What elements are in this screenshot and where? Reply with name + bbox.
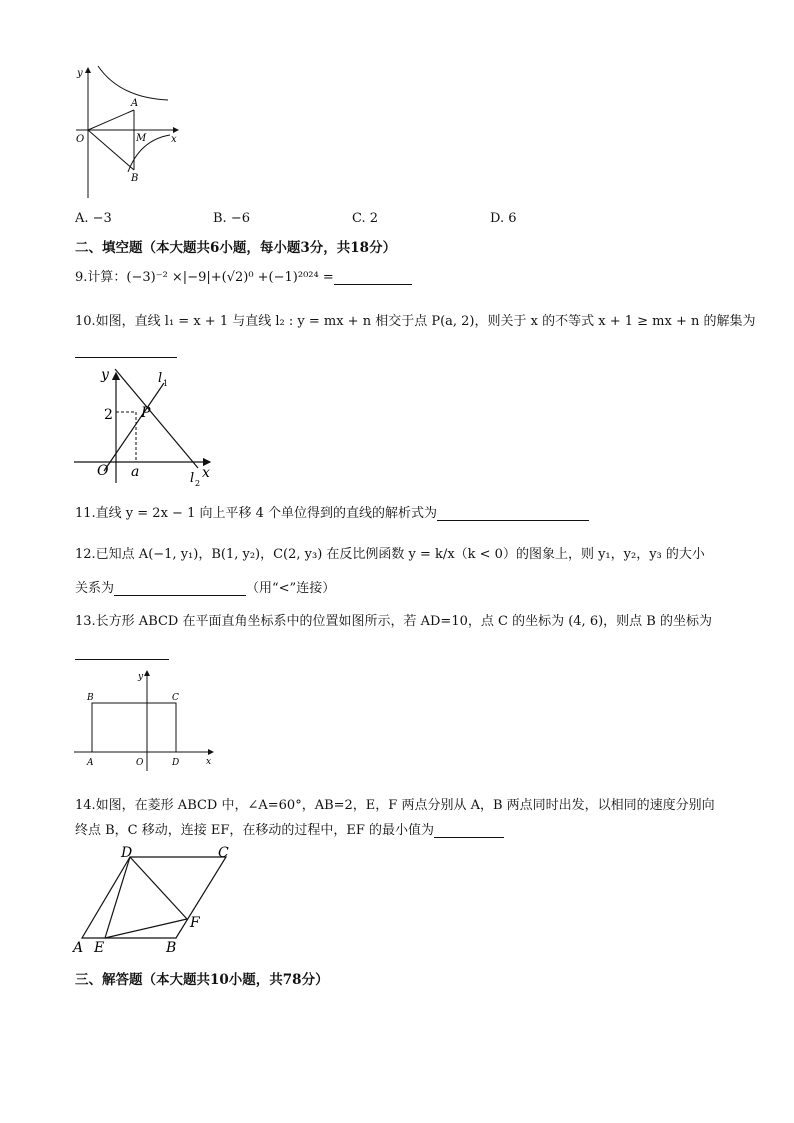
option-a: A. −3 [75, 211, 112, 226]
x-axis-label: x [202, 465, 210, 481]
x-axis-label: x [206, 757, 212, 767]
point-p-label: P [141, 405, 151, 421]
option-c: C. 2 [352, 211, 379, 226]
section-2-heading: 二、填空题（本大题共6小题，每小题3分，共18分） [75, 240, 397, 256]
point-m-label: M [136, 133, 147, 144]
question-9 [75, 266, 412, 285]
x-axis-label: x [171, 134, 177, 145]
point-a-label: A [87, 758, 94, 768]
y-axis-label: y [77, 68, 83, 79]
figure-q13-rectangle [70, 667, 220, 772]
point-d-label: D [172, 758, 180, 768]
origin-label: O [136, 758, 144, 768]
question-12-line2 [75, 577, 335, 596]
l1-label: l [158, 371, 163, 386]
answer-blank-9 [334, 270, 412, 285]
question-12-pre: 关系为 [75, 581, 115, 596]
segment-de [105, 857, 130, 938]
answer-blank-12 [114, 581, 246, 596]
answer-blank-14 [434, 823, 504, 838]
tick-2-label: 2 [104, 407, 113, 423]
rhombus-abcd [82, 857, 226, 938]
answer-blank-11 [437, 506, 589, 521]
question-12-post: （用“<”连接） [246, 581, 336, 596]
point-f-label: F [190, 915, 200, 931]
point-a-label: A [131, 98, 139, 109]
origin-label: O [97, 463, 109, 479]
figure-q14-rhombus [70, 843, 240, 955]
answer-blank-10 [75, 343, 177, 358]
point-b-label: B [166, 940, 177, 955]
y-axis-label: y [138, 672, 144, 682]
point-e-label: E [94, 940, 105, 955]
question-14-line2 [75, 819, 504, 838]
section-3-heading: 三、解答题（本大题共10小题，共78分） [75, 972, 329, 988]
l1-subscript: 1 [163, 379, 169, 388]
question-14-text: 终点 B，C 移动，连接 EF，在移动的过程中，EF 的最小值为 [75, 823, 435, 838]
segment-ef [105, 919, 187, 938]
point-b-label: B [87, 693, 94, 703]
point-c-label: C [172, 693, 179, 703]
point-c-label: C [218, 845, 229, 861]
question-12-line1: 12.已知点 A(−1, y₁)，B(1, y₂)，C(2, y₃) 在反比例函数 y = k/x（k < 0）的图象上，则 y₁，y₂，y₃ 的大小 [75, 547, 705, 562]
point-a-label: A [73, 940, 84, 955]
figure-q8-hyperbola [68, 60, 188, 200]
point-d-label: D [121, 845, 133, 861]
l2-label: l [190, 471, 195, 486]
segment-df [130, 857, 187, 919]
point-a-label: a [131, 464, 140, 480]
question-11 [75, 502, 589, 521]
question-13: 13.长方形 ABCD 在平面直角坐标系中的位置如图所示，若 AD=10，点 C 的坐标为 (4, 6)，则点 B 的坐标为 [75, 614, 712, 629]
l2-subscript: 2 [195, 479, 201, 488]
origin-label: O [76, 134, 85, 145]
question-10: 10.如图，直线 l₁ = x + 1 与直线 l₂ : y = mx + n 相交于点 P(a, 2)，则关于 x 的不等式 x + 1 ≥ mx + n 的解集为 [75, 314, 756, 329]
figure-q10-lines [70, 365, 220, 490]
question-9-text: 9.计算：(−3)⁻² ×|−9|+(√2)⁰ +(−1)²⁰²⁴ = [75, 270, 334, 285]
y-axis-label: y [101, 367, 109, 383]
option-d: D. 6 [490, 211, 517, 226]
rectangle-abcd [92, 703, 176, 752]
question-11-text: 11.直线 y = 2x − 1 向上平移 4 个单位得到的直线的解析式为 [75, 506, 438, 521]
hyperbola-upper [98, 66, 168, 100]
line-l1 [104, 383, 164, 471]
question-14-line1: 14.如图，在菱形 ABCD 中，∠A=60°，AB=2，E，F 两点分别从 A，B 两点同时出发，以相同的速度分别向 [75, 798, 715, 813]
option-b: B. −6 [213, 211, 250, 226]
answer-blank-13 [75, 645, 169, 660]
point-b-label: B [131, 173, 139, 184]
line-l2 [115, 369, 198, 468]
